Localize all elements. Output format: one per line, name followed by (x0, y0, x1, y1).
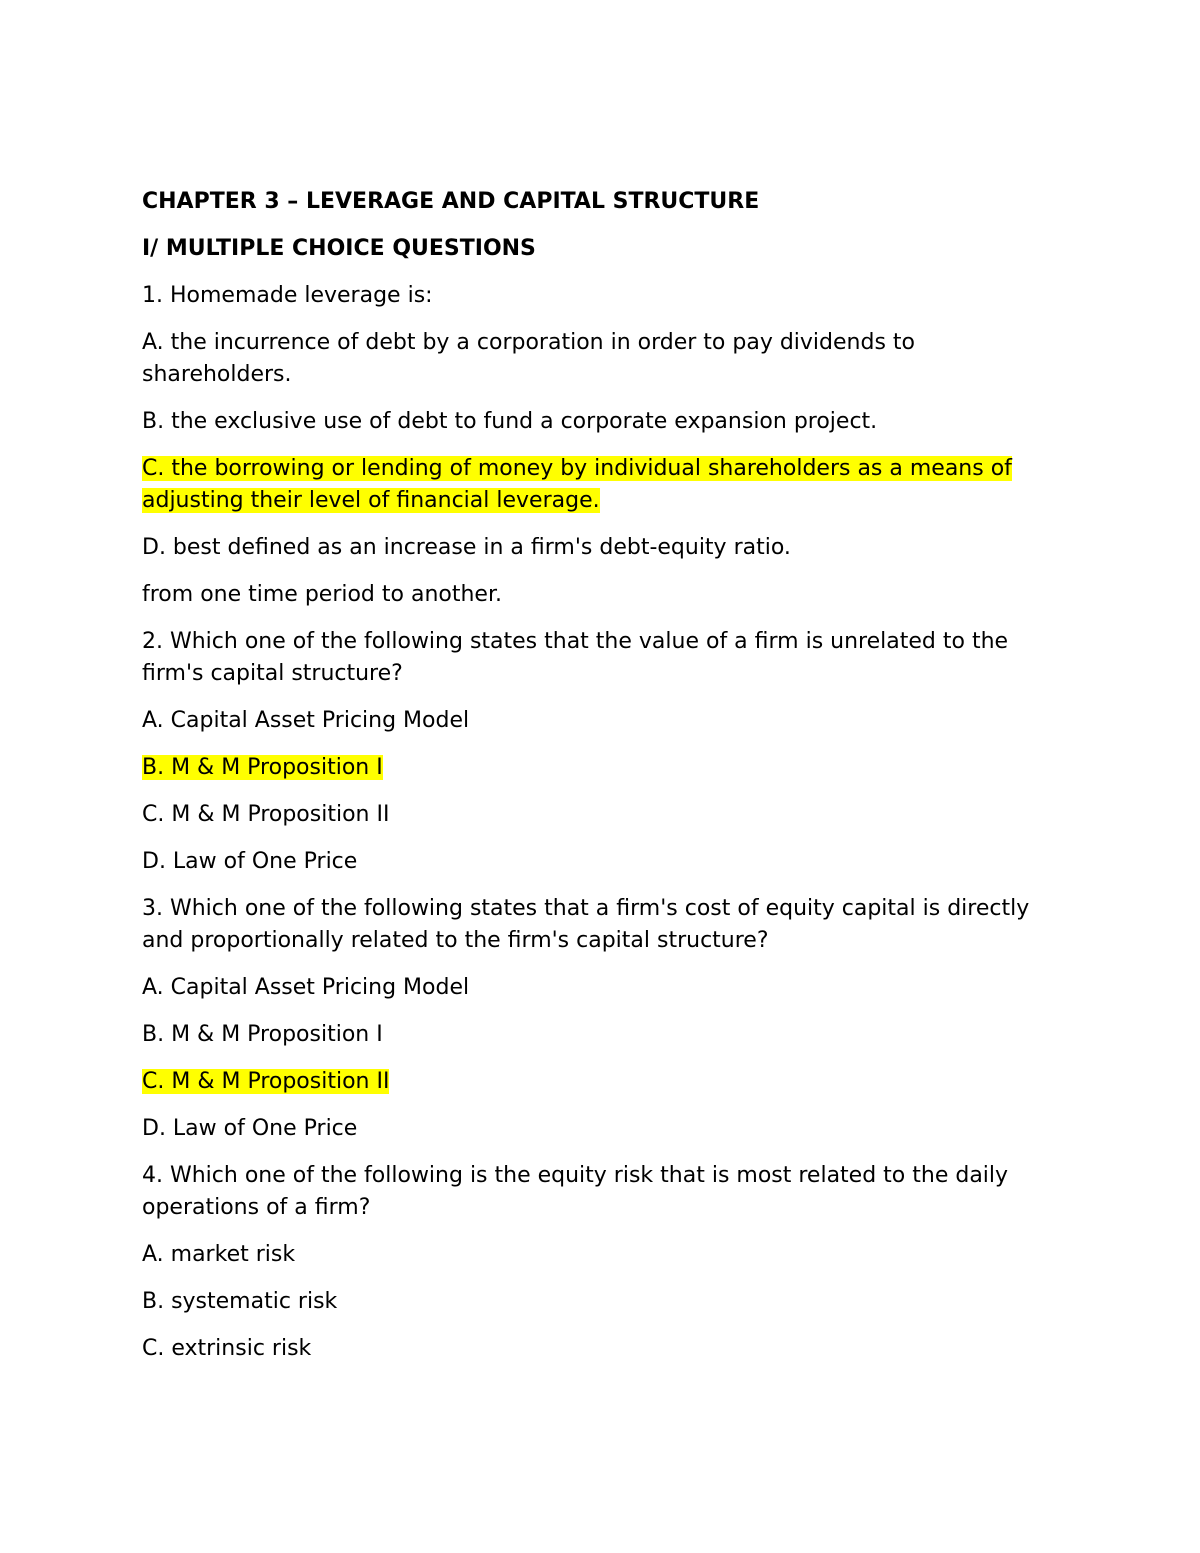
question-4-option-b-text: B. systematic risk (142, 1289, 338, 1314)
question-3-option-a (142, 972, 1057, 1004)
question-3-option-b-text: B. M & M Proposition I (142, 1022, 383, 1047)
question-4-stem-text: 4. Which one of the following is the equity risk that is most related to the daily operations of a firm? (142, 1163, 1009, 1220)
question-2-option-a (142, 705, 1057, 737)
stray-text-line (142, 579, 1057, 611)
chapter-title: CHAPTER 3 – LEVERAGE AND CAPITAL STRUCTURE (142, 189, 760, 214)
question-1-option-b (142, 406, 1057, 438)
question-2-option-b (142, 752, 1057, 784)
stray-text: from one time period to another. (142, 582, 502, 607)
question-3-answer-highlight: C. M & M Proposition II (142, 1069, 390, 1094)
question-4-stem (142, 1160, 1057, 1224)
question-1-stem (142, 280, 1057, 312)
section-heading: I/ MULTIPLE CHOICE QUESTIONS (142, 236, 536, 261)
question-4-option-b (142, 1286, 1057, 1318)
question-3-option-d (142, 1113, 1057, 1145)
question-4-option-c-text: C. extrinsic risk (142, 1336, 312, 1361)
question-3-stem-text: 3. Which one of the following states that a firm's cost of equity capital is directly and proportionally related to the firm's capital structure? (142, 896, 1030, 953)
question-1-option-d (142, 532, 1057, 564)
question-3-option-a-text: A. Capital Asset Pricing Model (142, 975, 470, 1000)
question-4-option-a-text: A. market risk (142, 1242, 296, 1267)
question-3-option-c (142, 1066, 1057, 1098)
question-2-stem-text: 2. Which one of the following states that the value of a firm is unrelated to the firm's capital structure? (142, 629, 1009, 686)
question-2-option-c-text: C. M & M Proposition II (142, 802, 390, 827)
question-2-stem (142, 626, 1057, 690)
question-1-option-b-text: B. the exclusive use of debt to fund a corporate expansion project. (142, 409, 878, 434)
question-1-stem-text: 1. Homemade leverage is: (142, 283, 433, 308)
question-1-option-c (142, 453, 1057, 517)
question-4-option-a (142, 1239, 1057, 1271)
question-3-stem (142, 893, 1057, 957)
question-2-answer-highlight: B. M & M Proposition I (142, 755, 383, 780)
question-2-option-d (142, 846, 1057, 878)
document-page (142, 186, 1057, 1380)
question-1-option-d-text: D. best defined as an increase in a firm's debt-equity ratio. (142, 535, 791, 560)
question-1-option-a-text: A. the incurrence of debt by a corporation in order to pay dividends to shareholders. (142, 330, 915, 387)
question-2-option-c (142, 799, 1057, 831)
question-3-option-b (142, 1019, 1057, 1051)
question-2-option-a-text: A. Capital Asset Pricing Model (142, 708, 470, 733)
question-4-option-c (142, 1333, 1057, 1365)
question-1-answer-highlight: C. the borrowing or lending of money by individual shareholders as a means of adjusting their level of financial leverage. (142, 456, 1012, 513)
question-1-option-a (142, 327, 1057, 391)
question-2-option-d-text: D. Law of One Price (142, 849, 358, 874)
question-3-option-d-text: D. Law of One Price (142, 1116, 358, 1141)
